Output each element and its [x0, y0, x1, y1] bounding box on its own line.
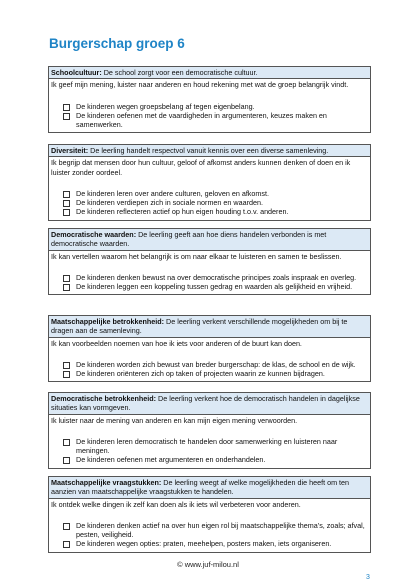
checkbox[interactable] — [63, 523, 70, 530]
section-intro: Ik ontdek welke dingen ik zelf kan doen als ik iets wil verbeteren voor anderen. — [51, 499, 301, 509]
section-header-text: De leerling verkent hoe de democratisch handelen in dagelijkse situaties kan vormgeven. — [51, 394, 360, 413]
section-header-label: Diversiteit: — [51, 146, 89, 155]
section-header-label: Schoolcultuur: — [51, 68, 102, 77]
checklist-item — [63, 521, 368, 540]
section-maatschappelijke-vraagstukken — [48, 476, 371, 553]
checklist-item-text: De kinderen wegen opties: praten, meehelpen, posters maken, iets organiseren. — [76, 539, 332, 549]
checkbox[interactable] — [63, 541, 70, 548]
checklist-item-text: De kinderen verdiepen zich in sociale normen en waarden. — [76, 198, 263, 208]
section-intro: Ik luister naar de mening van anderen en kan mijn eigen mening verwoorden. — [51, 415, 298, 425]
section-header-text: De leerling verkent verschillende mogelijkheden om bij te dragen aan de samenleving. — [51, 317, 348, 336]
checklist-item — [63, 102, 368, 111]
section-header — [49, 316, 370, 338]
checklist-item-text: De kinderen denken bewust na over democratische principes zoals inspraak en overleg. — [76, 272, 357, 282]
checklist-item-text: De kinderen worden zich bewust van breder burgerschap: de klas, de school en de wijk. — [76, 359, 356, 369]
section-body — [49, 251, 370, 295]
checklist-item — [63, 189, 368, 198]
checklist-item — [63, 455, 368, 464]
checklist-item — [63, 360, 368, 369]
checklist-item — [63, 111, 368, 130]
section-header-text: De leerling geeft aan hoe diens handelen verbonden is met democratische waarden. — [51, 230, 327, 249]
checklist-item-text: De kinderen wegen groepsbelang af tegen eigenbelang. — [76, 101, 255, 111]
section-body — [49, 157, 370, 219]
checkbox[interactable] — [63, 191, 70, 198]
checklist-item-text: De kinderen leren democratisch te handelen door samenwerking en luisteren naar meningen. — [76, 436, 338, 456]
section-schoolcultuur — [48, 66, 371, 133]
section-democratische-betrokkenheid — [48, 392, 371, 469]
section-body — [49, 79, 370, 132]
checklist-item — [63, 198, 368, 207]
checkbox[interactable] — [63, 275, 70, 282]
section-header — [49, 67, 370, 79]
checkbox[interactable] — [63, 457, 70, 464]
checklist-item — [63, 207, 368, 216]
section-body — [49, 338, 370, 382]
checklist-item — [63, 539, 368, 548]
checklist-item — [63, 437, 368, 456]
section-header-label: Democratische waarden: — [51, 230, 137, 239]
section-header-label: Maatschappelijke betrokkenheid: — [51, 317, 165, 326]
section-header — [49, 229, 370, 251]
checklist-item — [63, 369, 368, 378]
page-number: 3 — [366, 574, 370, 581]
footer-copyright: © www.juf-milou.nl — [177, 560, 239, 569]
checkbox[interactable] — [63, 200, 70, 207]
section-intro: Ik begrijp dat mensen door hun cultuur, geloof of afkomst anders kunnen denken of doen en ik luister zonder oordeel. — [51, 158, 351, 177]
section-body — [49, 415, 370, 468]
checklist-item-text: De kinderen oefenen met de vaardigheden in argumenteren, keuzes maken en samenwerken. — [76, 110, 327, 130]
section-header — [49, 393, 370, 415]
checklist-item — [63, 282, 368, 291]
section-democratische-waarden — [48, 228, 371, 295]
section-header-text: De leerling handelt respectvol vanuit kennis over een diverse samenleving. — [88, 146, 329, 155]
checklist-item-text: De kinderen leggen een koppeling tussen gedrag en waarden als gelijkheid en vrijheid. — [76, 282, 353, 292]
section-diversiteit — [48, 144, 371, 221]
section-intro: Ik kan voorbeelden noemen van hoe ik iets voor anderen of de buurt kan doen. — [51, 338, 302, 348]
section-header-label: Maatschappelijke vraagstukken: — [51, 478, 162, 487]
checklist-item — [63, 273, 368, 282]
checkbox[interactable] — [63, 104, 70, 111]
section-header — [49, 145, 370, 157]
section-intro: Ik geef mijn mening, luister naar anderen en houd rekening met wat de groep belangrijk vindt. — [51, 80, 349, 90]
section-header — [49, 477, 370, 499]
section-header-text: De school zorgt voor een democratische cultuur. — [101, 68, 258, 77]
section-header-label: Democratische betrokkenheid: — [51, 394, 157, 403]
checklist-item-text: De kinderen denken actief na over hun eigen rol bij maatschappelijke thema’s, zoals; afval, pesten, veiligheid. — [76, 520, 365, 540]
section-header-text: De leerling weegt af welke mogelijkheden die heeft om ten aanzien van maatschappelijke vraagstukken te handelen. — [51, 478, 350, 497]
checkbox[interactable] — [63, 439, 70, 446]
section-body — [49, 499, 370, 552]
checklist-item-text: De kinderen leren over andere culturen, geloven en afkomst. — [76, 188, 269, 198]
checklist-item-text: De kinderen reflecteren actief op hun eigen houding t.o.v. anderen. — [76, 207, 289, 217]
checkbox[interactable] — [63, 371, 70, 378]
section-intro: Ik kan vertellen waarom het belangrijk is om naar elkaar te luisteren en samen te beslissen. — [51, 251, 342, 261]
checkbox[interactable] — [63, 284, 70, 291]
section-maatschappelijke-betrokkenheid — [48, 315, 371, 382]
checklist-item-text: De kinderen oriënteren zich op taken of projecten waarin ze kunnen bijdragen. — [76, 369, 325, 379]
page-title: Burgerschap groep 6 — [49, 36, 185, 51]
checkbox[interactable] — [63, 362, 70, 369]
checkbox[interactable] — [63, 113, 70, 120]
checklist-item-text: De kinderen oefenen met argumenteren en onderhandelen. — [76, 455, 266, 465]
checkbox[interactable] — [63, 209, 70, 216]
